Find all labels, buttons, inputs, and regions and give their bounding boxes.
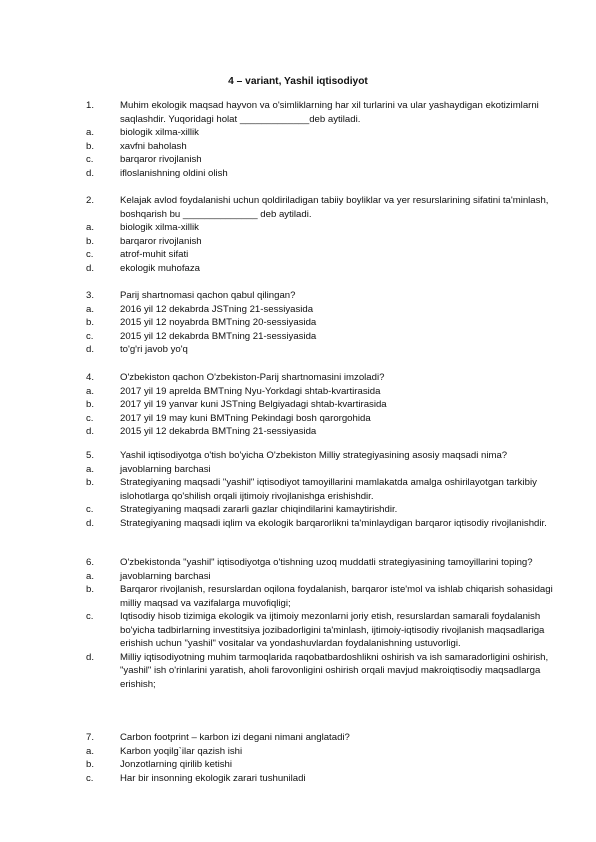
option-text: Strategiyaning maqsadi zararli gazlar chiqindilarini kamaytirishdir.	[120, 504, 398, 515]
option-text: 2015 yil 12 dekabrda BMTning 21-sessiyasida	[120, 426, 317, 437]
option-letter: b.	[86, 477, 95, 488]
option-text: Strategiyaning maqsadi iqlim va ekologik barqarorlikni ta'minlaydigan barqaror iqtisodiy rivojlanishdir.	[120, 517, 547, 529]
option-letter: a.	[86, 303, 95, 315]
option-letter: d.	[86, 167, 95, 179]
option-text: Har bir insonning ekologik zarari tushuniladi	[120, 772, 306, 784]
question-number: 5.	[86, 450, 95, 461]
option-letter: d.	[86, 344, 95, 355]
option-letter: b.	[86, 140, 95, 152]
document-title: 4 – variant, Yashil iqtisodiyot	[228, 76, 368, 87]
option-text: 2017 yil 19 yanvar kuni JSTning Belgiyadagi shtab-kvartirasida	[120, 399, 387, 410]
question-text: Muhim ekologik maqsad hayvon va o'simliklarning har xil turlarini va ular yashaydigan ekotizimlarni saqlashdir. Yuqoridagi holat _____________deb aytiladi.	[120, 100, 539, 125]
option-text: Barqaror rivojlanish, resurslardan oqilona foydalanish, barqaror iste'mol va ishlab chiqarish sohasidagi milliy maqsad va vazifalarga muvofiqligi;	[120, 584, 553, 609]
option-text: Strategiyaning maqsadi "yashil" iqtisodiyot tamoyillarini mamlakatda amalga oshirilayotgan tarkibiy islohotlarga qo'shilish orqali ijtimoiy rivojlanishga erishishdir.	[120, 477, 537, 502]
question-3	[86, 289, 556, 357]
option-text: barqaror rivojlanish	[120, 154, 202, 165]
option-text: barqaror rivojlanish	[120, 235, 202, 247]
question-text: Yashil iqtisodiyotga o'tish bo'yicha O'zbekiston Milliy strategiyasining asosiy maqsadi nima?	[120, 450, 508, 461]
option-letter: c.	[86, 772, 94, 784]
question-4	[86, 371, 556, 439]
question-number: 4.	[86, 372, 95, 383]
option-text: 2016 yil 12 dekabrda JSTning 21-sessiyasida	[120, 303, 314, 315]
question-number: 2.	[86, 195, 95, 206]
option-text: Jonzotlarning qirilib ketishi	[120, 759, 232, 770]
option-letter: c.	[86, 154, 94, 165]
question-text: O'zbekistonda "yashil" iqtisodiyotga o'tishning uzoq muddatli strategiyasining tamoyillarini toping?	[120, 557, 533, 568]
option-letter: d.	[86, 262, 95, 274]
question-number: 6.	[86, 557, 95, 568]
question-number: 3.	[86, 290, 95, 301]
option-letter: a.	[86, 127, 95, 138]
option-text: Iqtisodiy hisob tizimiga ekologik va ijtimoiy mezonlarni joriy etish, resurslardan samarali foydalanish bo'yicha tadbirlarning investitsiya jozibadorligini ta'minlash, ijtimoiy-iqtisodiy rivojlanish maqsadlariga erishish uchun "yashil" vositalar va yondashuvlardan foydalanishning ustuvorligi.	[120, 611, 545, 649]
option-letter: c.	[86, 504, 94, 515]
option-letter: a.	[86, 385, 95, 397]
option-letter: b.	[86, 584, 95, 595]
option-text: atrof-muhit sifati	[120, 249, 189, 260]
option-text: 2015 yil 12 dekabrda BMTning 21-sessiyasida	[120, 330, 317, 342]
question-text: Carbon footprint – karbon izi degani nimani anglatadi?	[120, 732, 350, 743]
question-text: Parij shartnomasi qachon qabul qilingan?	[120, 290, 296, 301]
question-5	[86, 449, 556, 530]
option-text: ifloslanishning oldini olish	[120, 167, 228, 179]
question-text: Kelajak avlod foydalanishi uchun qoldiriladigan tabiiy boyliklar va yer resurslarining sifatini ta'minlash, boshqarish bu ______________ deb aytiladi.	[120, 195, 549, 220]
question-number: 7.	[86, 732, 95, 743]
option-text: Milliy iqtisodiyotning muhim tarmoqlarida raqobatbardoshlikni oshirish va ish samaradorligini oshirish, "yashil" ish o'rinlarini yaratish, aholi farovonligini oshirish orqali mavjud makroiqtisodiy maqsadlarga erishish;	[120, 651, 549, 690]
option-letter: b.	[86, 317, 95, 328]
option-letter: a.	[86, 463, 95, 475]
option-text: 2017 yil 19 aprelda BMTning Nyu-Yorkdagi shtab-kvartirasida	[120, 385, 381, 397]
option-letter: c.	[86, 412, 94, 424]
option-text: ekologik muhofaza	[120, 262, 200, 274]
question-text: O'zbekiston qachon O'zbekiston-Parij shartnomasini imzoladi?	[120, 372, 385, 383]
option-letter: b.	[86, 235, 95, 247]
option-letter: a.	[86, 570, 95, 582]
option-letter: b.	[86, 399, 95, 410]
option-text: 2017 yil 19 may kuni BMTning Pekindagi bosh qarorgohida	[120, 412, 371, 424]
question-1	[86, 99, 556, 180]
option-text: Karbon yoqilg`ilar qazish ishi	[120, 745, 243, 757]
option-text: biologik xilma-xillik	[120, 222, 199, 233]
option-text: to'g'ri javob yo'q	[120, 344, 188, 355]
option-letter: c.	[86, 611, 94, 622]
option-letter: a.	[86, 222, 95, 233]
question-number: 1.	[86, 100, 95, 111]
option-text: xavfni baholash	[120, 140, 187, 152]
option-letter: c.	[86, 330, 94, 342]
question-6	[86, 556, 556, 691]
option-letter: d.	[86, 517, 95, 529]
question-2	[86, 194, 556, 275]
option-letter: d.	[86, 426, 95, 437]
option-text: javoblarning barchasi	[120, 463, 211, 475]
option-letter: c.	[86, 249, 94, 260]
option-letter: b.	[86, 759, 95, 770]
option-letter: a.	[86, 745, 95, 757]
option-text: javoblarning barchasi	[120, 570, 211, 582]
question-7	[86, 731, 556, 785]
option-text: 2015 yil 12 noyabrda BMTning 20-sessiyasida	[120, 317, 317, 328]
option-letter: d.	[86, 651, 95, 663]
option-text: biologik xilma-xillik	[120, 127, 199, 138]
